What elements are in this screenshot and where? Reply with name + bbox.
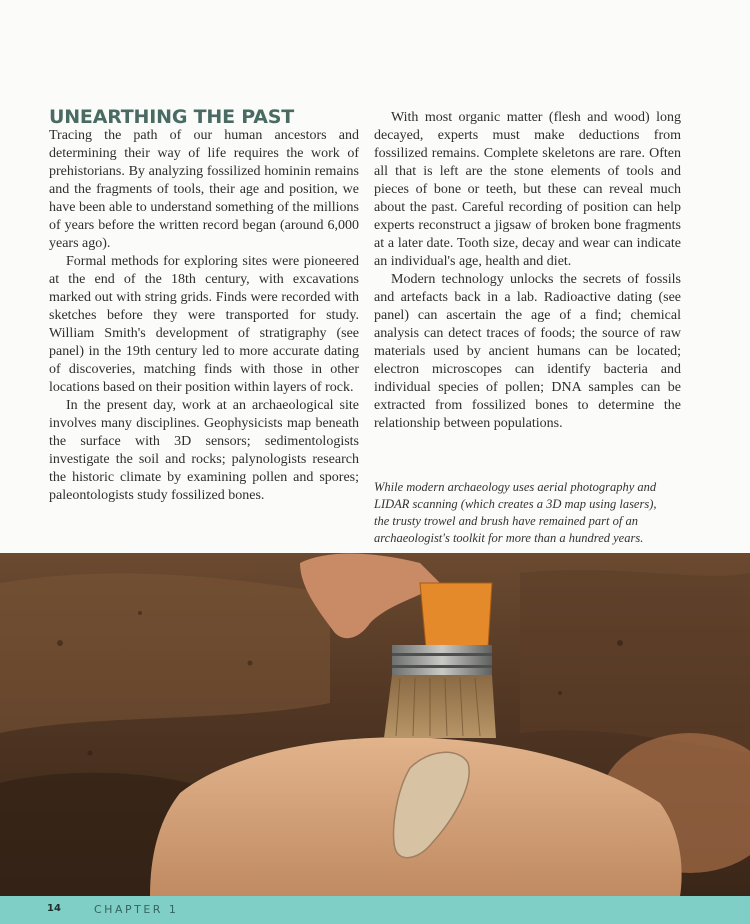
paragraph-organic-matter: With most organic matter (flesh and wood) long decayed, experts must make deductions from fossilized remains. Complete skeletons are rare. Often all that is left are the stone elements of tools and pieces of bone or teeth, but these can reveal much about the past. Careful recording of position can help experts reconstruct a jigsaw of broken bone fragments at a later date. Tooth size, decay and wear can indicate an individual's age, health and diet. — [374, 110, 681, 269]
paragraph-intro: Tracing the path of our human ancestors and determining their way of life requires the work of prehistorians. By analyzing fossilized hominin remains and the fragments of tools, their age and position, we have been able to understand something of the millions of years before the written record began (around 6,000 years ago). — [49, 128, 359, 251]
photo-caption: While modern archaeology uses aerial photography and LIDAR scanning (which creates a 3D map using lasers), the trusty trowel and brush have remained part of an archaeologist's toolkit for more than a hundred years. — [374, 480, 657, 545]
right-column — [374, 109, 681, 433]
page-number: 14 — [47, 903, 61, 914]
paragraph-present-day: In the present day, work at an archaeological site involves many disciplines. Geophysicists map beneath the surface with 3D sensors; sedimentologists investigate the soil and rocks; palynologists research the historic climate by examining pollen and spores; paleontologists study fossilized bones. — [49, 398, 359, 503]
excavation-brush-illustration — [0, 553, 750, 896]
paragraph-modern-technology: Modern technology unlocks the secrets of fossils and artefacts back in a lab. Radioactive dating (see panel) can ascertain the age of a find; chemical analysis can detect traces of foods; the source of raw materials used by ancient humans can be located; electron microscopes can identify bacteria and individual species of pollen; DNA samples can be extracted from fossilized bones to determine the relationship between populations. — [374, 272, 681, 431]
left-column — [49, 127, 359, 505]
excavation-photo — [0, 553, 750, 896]
chapter-label: CHAPTER 1 — [94, 903, 179, 916]
paragraph-formal-methods: Formal methods for exploring sites were pioneered at the end of the 18th century, with excavations marked out with string grids. Finds were recorded with sketches before they were transported for study. William Smith's development of stratigraphy (see panel) in the 19th century led to more accurate dating of discoveries, matching finds with those in other locations based on their position within layers of rock. — [49, 254, 359, 395]
article-heading: UNEARTHING THE PAST — [49, 106, 295, 128]
page-footer — [0, 896, 750, 924]
